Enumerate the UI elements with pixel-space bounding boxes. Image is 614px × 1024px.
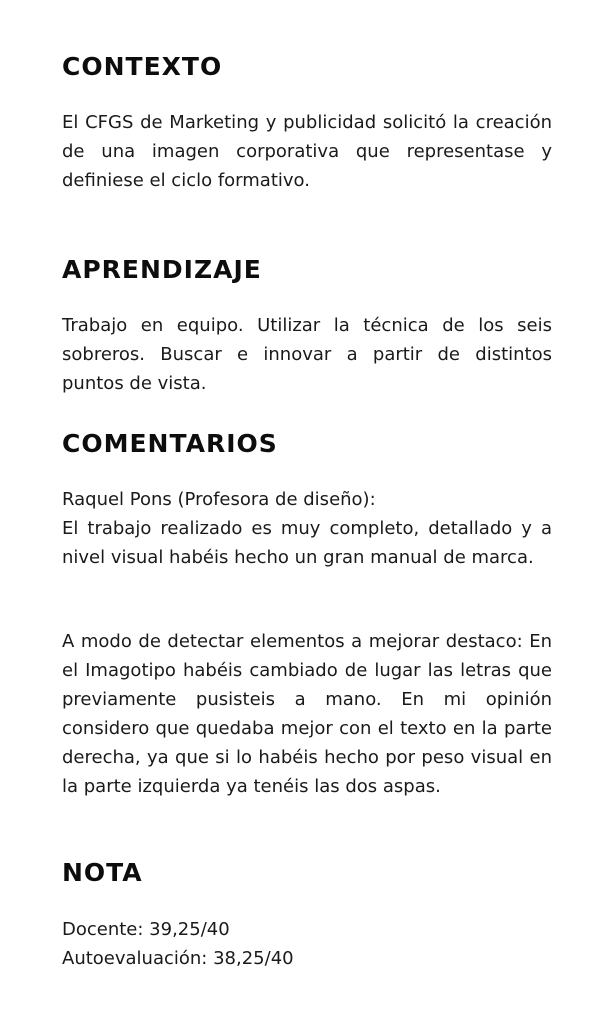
contexto-heading: CONTEXTO (62, 52, 223, 81)
comentarios-heading: COMENTARIOS (62, 429, 278, 458)
aprendizaje-text: Trabajo en equipo. Utilizar la técnica de los seis sobreros. Buscar e innovar a partir de distintos puntos de vista. (62, 315, 552, 394)
comentarios-paragraph-1: El trabajo realizado es muy completo, detallado y a nivel visual habéis hecho un gran manual de marca. (62, 518, 552, 568)
aprendizaje-heading: APRENDIZAJE (62, 255, 262, 284)
comentarios-author: Raquel Pons (Profesora de diseño): (62, 489, 376, 510)
nota-heading: NOTA (62, 858, 143, 887)
comentarios-paragraph-2: A modo de detectar elementos a mejorar destaco: En el Imagotipo habéis cambiado de lugar las letras que previamente pusisteis a mano. En mi opinión considero que quedaba mejor con el texto en la parte derecha, ya que si lo habéis hecho por peso visual en la parte izquierda ya tenéis las dos aspas. (62, 631, 552, 797)
contexto-text: El CFGS de Marketing y publicidad solicitó la creación de una imagen corporativa que representase y definiese el ciclo formativo. (62, 112, 552, 191)
nota-docente: Docente: 39,25/40 (62, 919, 230, 940)
nota-autoevaluacion: Autoevaluación: 38,25/40 (62, 948, 294, 969)
